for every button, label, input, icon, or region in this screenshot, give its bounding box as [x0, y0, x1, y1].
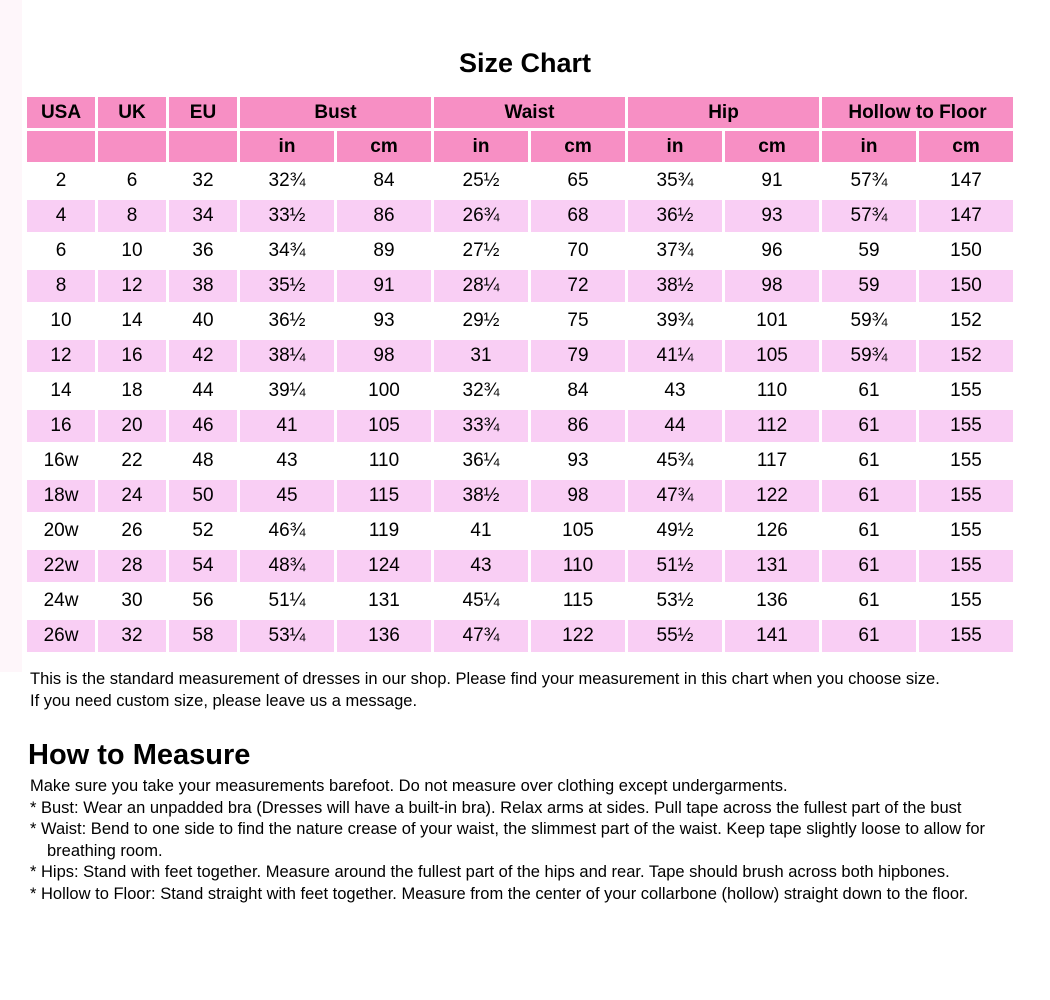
size-cell-hollow-cm: 147	[919, 200, 1013, 232]
size-cell-eu: 44	[169, 375, 237, 407]
size-cell-uk: 18	[98, 375, 166, 407]
size-cell-uk: 30	[98, 585, 166, 617]
size-cell-hip-cm: 122	[725, 480, 819, 512]
size-cell-hip-cm: 101	[725, 305, 819, 337]
size-cell-bust-cm: 115	[337, 480, 431, 512]
size-cell-hollow-cm: 155	[919, 445, 1013, 477]
left-margin-stripe	[0, 0, 22, 672]
unit-header-waist-in: in	[434, 131, 528, 162]
size-cell-hip-in: 45¾	[628, 445, 722, 477]
size-cell-hollow-cm: 155	[919, 375, 1013, 407]
table-row	[27, 410, 1013, 442]
size-cell-waist-cm: 72	[531, 270, 625, 302]
unit-header-hollow-in: in	[822, 131, 916, 162]
page-title: Size Chart	[458, 48, 592, 78]
size-cell-bust-cm: 105	[337, 410, 431, 442]
size-cell-waist-cm: 79	[531, 340, 625, 372]
size-cell-eu: 42	[169, 340, 237, 372]
size-cell-hollow-cm: 155	[919, 585, 1013, 617]
size-cell-bust-cm: 124	[337, 550, 431, 582]
col-group-bust: Bust	[240, 97, 431, 128]
size-cell-hollow-cm: 155	[919, 620, 1013, 652]
size-cell-waist-in: 41	[434, 515, 528, 547]
col-group-waist: Waist	[434, 97, 625, 128]
col-header-uk: UK	[98, 97, 166, 128]
size-cell-uk: 24	[98, 480, 166, 512]
size-cell-hollow-in: 61	[822, 445, 916, 477]
size-cell-hollow-cm: 155	[919, 515, 1013, 547]
size-cell-usa: 4	[27, 200, 95, 232]
table-row	[27, 235, 1013, 267]
size-cell-waist-in: 47¾	[434, 620, 528, 652]
unit-header-hip-in: in	[628, 131, 722, 162]
size-cell-bust-cm: 84	[337, 165, 431, 197]
size-cell-hip-cm: 112	[725, 410, 819, 442]
size-cell-hip-in: 47¾	[628, 480, 722, 512]
size-cell-hip-in: 49½	[628, 515, 722, 547]
size-cell-hip-in: 39¾	[628, 305, 722, 337]
size-cell-hip-cm: 117	[725, 445, 819, 477]
size-cell-usa: 8	[27, 270, 95, 302]
table-row	[27, 270, 1013, 302]
size-cell-uk: 10	[98, 235, 166, 267]
size-cell-usa: 22w	[27, 550, 95, 582]
size-cell-waist-in: 43	[434, 550, 528, 582]
size-cell-bust-cm: 136	[337, 620, 431, 652]
size-cell-waist-cm: 65	[531, 165, 625, 197]
size-cell-waist-cm: 105	[531, 515, 625, 547]
unit-spacer-eu	[169, 131, 237, 162]
size-cell-usa: 6	[27, 235, 95, 267]
measure-hips-instruction: * Hips: Stand with feet together. Measure around the fullest part of the hips and rear. Tape should brush across both hipbones.	[30, 863, 950, 881]
unit-spacer-usa	[27, 131, 95, 162]
size-cell-waist-in: 27½	[434, 235, 528, 267]
unit-spacer-uk	[98, 131, 166, 162]
size-cell-uk: 22	[98, 445, 166, 477]
size-cell-uk: 14	[98, 305, 166, 337]
table-row	[27, 375, 1013, 407]
notes-section	[30, 668, 1015, 712]
size-cell-hip-in: 53½	[628, 585, 722, 617]
size-cell-hip-in: 35¾	[628, 165, 722, 197]
size-cell-eu: 40	[169, 305, 237, 337]
size-cell-waist-in: 25½	[434, 165, 528, 197]
unit-header-hip-cm: cm	[725, 131, 819, 162]
size-cell-uk: 32	[98, 620, 166, 652]
size-cell-hollow-in: 61	[822, 550, 916, 582]
header-row-units	[27, 131, 1013, 162]
size-cell-eu: 46	[169, 410, 237, 442]
how-to-measure-section	[30, 776, 1008, 905]
size-cell-bust-in: 53¼	[240, 620, 334, 652]
size-cell-hollow-cm: 147	[919, 165, 1013, 197]
table-row	[27, 165, 1013, 197]
size-cell-usa: 14	[27, 375, 95, 407]
size-cell-hollow-in: 61	[822, 620, 916, 652]
table-row	[27, 550, 1013, 582]
size-cell-eu: 56	[169, 585, 237, 617]
size-cell-uk: 26	[98, 515, 166, 547]
size-cell-uk: 16	[98, 340, 166, 372]
size-cell-hip-cm: 110	[725, 375, 819, 407]
size-cell-bust-cm: 98	[337, 340, 431, 372]
unit-header-bust-in: in	[240, 131, 334, 162]
table-row	[27, 200, 1013, 232]
size-cell-hip-in: 38½	[628, 270, 722, 302]
size-cell-waist-in: 32¾	[434, 375, 528, 407]
table-row	[27, 480, 1013, 512]
how-to-measure-heading: How to Measure	[28, 739, 251, 771]
size-cell-hip-cm: 91	[725, 165, 819, 197]
size-cell-waist-cm: 86	[531, 410, 625, 442]
size-cell-hollow-cm: 150	[919, 270, 1013, 302]
size-cell-uk: 8	[98, 200, 166, 232]
size-cell-eu: 52	[169, 515, 237, 547]
size-cell-hollow-in: 61	[822, 410, 916, 442]
size-cell-hollow-cm: 152	[919, 340, 1013, 372]
size-cell-waist-cm: 84	[531, 375, 625, 407]
col-header-usa: USA	[27, 97, 95, 128]
size-cell-bust-in: 33½	[240, 200, 334, 232]
size-cell-bust-cm: 91	[337, 270, 431, 302]
size-cell-eu: 32	[169, 165, 237, 197]
size-cell-usa: 12	[27, 340, 95, 372]
table-row	[27, 340, 1013, 372]
size-cell-hollow-in: 59	[822, 235, 916, 267]
size-cell-eu: 58	[169, 620, 237, 652]
size-cell-waist-in: 28¼	[434, 270, 528, 302]
size-cell-bust-in: 36½	[240, 305, 334, 337]
size-cell-usa: 24w	[27, 585, 95, 617]
size-cell-hip-in: 41¼	[628, 340, 722, 372]
size-cell-bust-in: 43	[240, 445, 334, 477]
size-cell-bust-in: 41	[240, 410, 334, 442]
size-cell-waist-cm: 75	[531, 305, 625, 337]
size-cell-hollow-in: 59¾	[822, 305, 916, 337]
size-cell-bust-in: 38¼	[240, 340, 334, 372]
size-cell-usa: 20w	[27, 515, 95, 547]
col-header-eu: EU	[169, 97, 237, 128]
size-cell-usa: 16w	[27, 445, 95, 477]
measure-bust-instruction: * Bust: Wear an unpadded bra (Dresses will have a built-in bra). Relax arms at sides. Pull tape across the fullest part of the bust	[30, 798, 962, 817]
size-cell-hip-in: 37¾	[628, 235, 722, 267]
size-cell-waist-in: 26¾	[434, 200, 528, 232]
size-cell-bust-cm: 100	[337, 375, 431, 407]
size-cell-bust-in: 46¾	[240, 515, 334, 547]
size-cell-usa: 10	[27, 305, 95, 337]
size-cell-waist-in: 36¼	[434, 445, 528, 477]
size-cell-waist-cm: 98	[531, 480, 625, 512]
size-cell-bust-in: 35½	[240, 270, 334, 302]
size-cell-bust-in: 51¼	[240, 585, 334, 617]
size-cell-hip-cm: 131	[725, 550, 819, 582]
size-cell-bust-cm: 110	[337, 445, 431, 477]
size-cell-hollow-cm: 155	[919, 550, 1013, 582]
notes-line-2: If you need custom size, please leave us a message.	[30, 692, 418, 710]
size-cell-hollow-cm: 155	[919, 410, 1013, 442]
size-cell-bust-in: 39¼	[240, 375, 334, 407]
size-cell-hollow-in: 59	[822, 270, 916, 302]
size-cell-waist-in: 38½	[434, 480, 528, 512]
size-cell-hip-cm: 126	[725, 515, 819, 547]
measure-intro: Make sure you take your measurements barefoot. Do not measure over clothing except undergarments.	[30, 777, 788, 795]
size-cell-hollow-in: 57¾	[822, 200, 916, 232]
size-cell-uk: 12	[98, 270, 166, 302]
size-cell-usa: 26w	[27, 620, 95, 652]
size-cell-waist-cm: 93	[531, 445, 625, 477]
size-cell-waist-cm: 70	[531, 235, 625, 267]
size-cell-eu: 50	[169, 480, 237, 512]
table-row	[27, 620, 1013, 652]
unit-header-bust-cm: cm	[337, 131, 431, 162]
unit-header-hollow-cm: cm	[919, 131, 1013, 162]
size-cell-eu: 54	[169, 550, 237, 582]
size-cell-bust-in: 45	[240, 480, 334, 512]
table-row	[27, 515, 1013, 547]
size-cell-hollow-in: 61	[822, 480, 916, 512]
size-cell-bust-cm: 93	[337, 305, 431, 337]
size-cell-bust-cm: 119	[337, 515, 431, 547]
size-cell-hip-cm: 105	[725, 340, 819, 372]
size-cell-hollow-cm: 152	[919, 305, 1013, 337]
size-cell-bust-cm: 86	[337, 200, 431, 232]
size-cell-eu: 34	[169, 200, 237, 232]
table-row	[27, 585, 1013, 617]
unit-header-waist-cm: cm	[531, 131, 625, 162]
size-cell-eu: 38	[169, 270, 237, 302]
size-cell-waist-in: 29½	[434, 305, 528, 337]
size-cell-waist-cm: 110	[531, 550, 625, 582]
size-table-body	[27, 165, 1013, 652]
measure-waist-instruction: * Waist: Bend to one side to find the nature crease of your waist, the slimmest part of the waist. Keep tape slightly loose to allow for breathing room.	[30, 820, 986, 860]
size-cell-hip-cm: 136	[725, 585, 819, 617]
size-cell-hollow-in: 59¾	[822, 340, 916, 372]
col-group-hip: Hip	[628, 97, 819, 128]
size-cell-bust-cm: 131	[337, 585, 431, 617]
size-cell-waist-cm: 122	[531, 620, 625, 652]
size-cell-hip-cm: 98	[725, 270, 819, 302]
size-cell-waist-in: 31	[434, 340, 528, 372]
size-cell-uk: 28	[98, 550, 166, 582]
size-chart-table	[24, 94, 1016, 655]
size-cell-uk: 20	[98, 410, 166, 442]
size-cell-hip-in: 36½	[628, 200, 722, 232]
size-cell-bust-in: 32¾	[240, 165, 334, 197]
header-row-groups	[27, 97, 1013, 128]
size-cell-waist-in: 33¾	[434, 410, 528, 442]
size-cell-hollow-in: 57¾	[822, 165, 916, 197]
notes-line-1: This is the standard measurement of dresses in our shop. Please find your measurement in this chart when you choose size.	[30, 670, 940, 688]
size-cell-bust-in: 34¾	[240, 235, 334, 267]
size-cell-hip-in: 44	[628, 410, 722, 442]
size-cell-waist-cm: 115	[531, 585, 625, 617]
size-cell-hip-cm: 96	[725, 235, 819, 267]
size-cell-usa: 16	[27, 410, 95, 442]
size-cell-waist-cm: 68	[531, 200, 625, 232]
measure-hollow-instruction: * Hollow to Floor: Stand straight with feet together. Measure from the center of your collarbone (hollow) straight down to the floor.	[30, 884, 969, 903]
size-cell-hip-cm: 141	[725, 620, 819, 652]
size-cell-hollow-in: 61	[822, 375, 916, 407]
size-cell-uk: 6	[98, 165, 166, 197]
size-cell-hip-in: 55½	[628, 620, 722, 652]
size-cell-bust-cm: 89	[337, 235, 431, 267]
size-cell-usa: 18w	[27, 480, 95, 512]
size-cell-hollow-in: 61	[822, 515, 916, 547]
table-row	[27, 305, 1013, 337]
size-cell-hollow-in: 61	[822, 585, 916, 617]
size-cell-hollow-cm: 155	[919, 480, 1013, 512]
size-cell-hip-in: 51½	[628, 550, 722, 582]
size-cell-bust-in: 48¾	[240, 550, 334, 582]
size-cell-eu: 36	[169, 235, 237, 267]
size-cell-hollow-cm: 150	[919, 235, 1013, 267]
col-group-hollow-to-floor: Hollow to Floor	[822, 97, 1013, 128]
size-cell-hip-in: 43	[628, 375, 722, 407]
size-cell-usa: 2	[27, 165, 95, 197]
table-row	[27, 445, 1013, 477]
size-cell-eu: 48	[169, 445, 237, 477]
size-cell-waist-in: 45¼	[434, 585, 528, 617]
size-cell-hip-cm: 93	[725, 200, 819, 232]
